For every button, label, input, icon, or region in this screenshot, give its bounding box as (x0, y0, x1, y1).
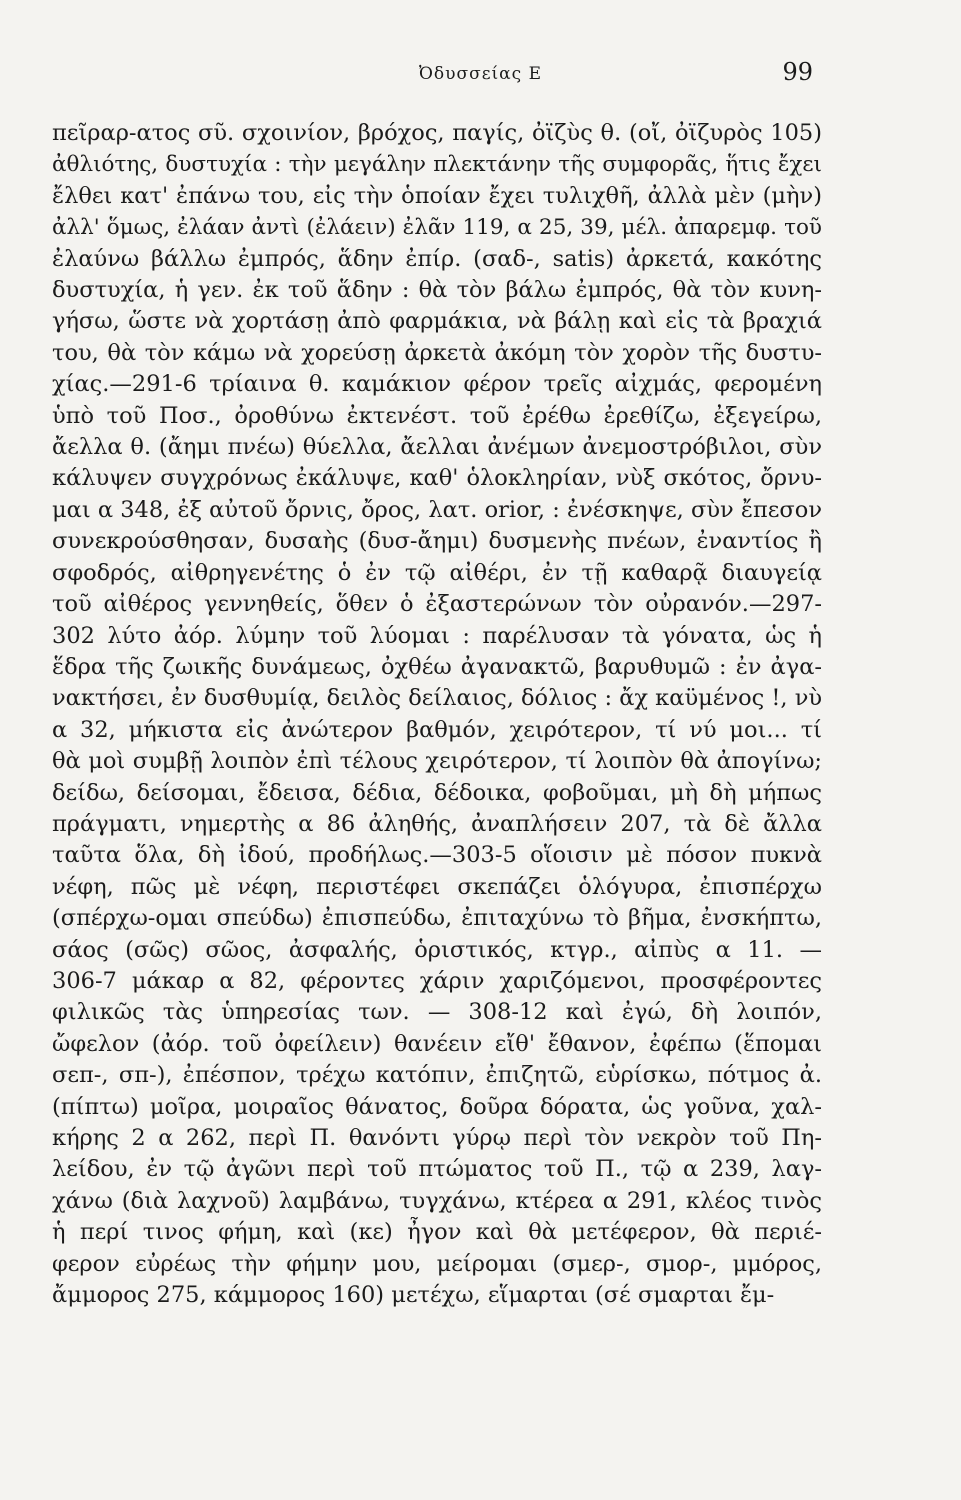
text-line: δείδω, δείσομαι, ἔδεισα, δέδια, δέδοικα, φοβοῦμαι, μὴ δὴ μήπως (52, 779, 822, 806)
text-line: λείδου, ἐν τῷ ἀγῶνι περὶ τοῦ πτώματος τοῦ Π., τῷ α 239, λαγ- (52, 1156, 822, 1183)
text-line: γήσω, ὥστε νὰ χορτάσῃ ἀπὸ φαρμάκια, νὰ βάλῃ καὶ εἰς τὰ βραχιά (52, 308, 822, 335)
text-line: χάνω (διὰ λαχνοῦ) λαμβάνω, τυγχάνω, κτέρεα α 291, κλέος τινὸς (52, 1187, 822, 1214)
text-line: συνεκρούσθησαν, δυσαὴς (δυσ-ἄημι) δυσμενὴς πνέων, ἐναντίος ἢ (52, 528, 822, 555)
text-line: 306-7 μάκαρ α 82, φέροντες χάριν χαριζόμενοι, προσφέροντες (52, 967, 822, 994)
text-line: του, θὰ τὸν κάμω νὰ χορεύσῃ ἀρκετὰ ἀκόμη τὸν χορὸν τῆς δυστυ- (52, 339, 822, 366)
text-line: φιλικῶς τὰς ὑπηρεσίας των. — 308-12 καὶ ἐγώ, δὴ λοιπόν, (52, 999, 822, 1026)
commentary-text (52, 118, 822, 1311)
text-line: πεῖραρ-ατος σῦ. σχοινίον, βρόχος, παγίς, ὀϊζὺς θ. (οἴ, ὀϊζυρὸς 105) (52, 120, 822, 146)
text-line: ἀθλιότης, δυστυχία : τὴν μεγάλην πλεκτάνην τῆς συμφορᾶς, ἥτις ἔχει (52, 152, 822, 178)
text-line: σφοδρός, αἰθρηγενέτης ὁ ἐν τῷ αἰθέρι, ἐν τῇ καθαρᾷ διαυγείᾳ (52, 559, 822, 586)
text-line: νακτήσει, ἐν δυσθυμίᾳ, δειλὸς δείλαιος, δόλιος : ἄχ καϋμένος !, νὺ (52, 685, 822, 712)
text-line: σάος (σῶς) σῶος, ἀσφαλής, ὁριστικός, κτγρ., αἰπὺς α 11. — (52, 936, 822, 963)
text-line: ὤφελον (ἀόρ. τοῦ ὀφείλειν) θανέειν εἴθ' ἔθανον, ἐφέπω (ἕπομαι (52, 1030, 822, 1057)
text-line: κάλυψεν συγχρόνως ἐκάλυψε, καθ' ὁλοκληρίαν, νὺξ σκότος, ὄρνυ- (52, 465, 822, 492)
text-line: ἡ περί τινος φήμη, καὶ (κε) ἦγον καὶ θὰ μετέφερον, θὰ περιέ- (52, 1219, 822, 1246)
text-line: ἕδρα τῆς ζωικῆς δυνάμεως, ὀχθέω ἀγανακτῶ, βαρυθυμῶ : ἐν ἀγα- (52, 653, 822, 680)
text-line: τοῦ αἰθέρος γεννηθείς, ὅθεν ὁ ἐξαστερώνων τὸν οὐρανόν.—297- (52, 591, 822, 618)
text-line: 302 λύτο ἀόρ. λύμην τοῦ λύομαι : παρέλυσαν τὰ γόνατα, ὡς ἡ (52, 622, 822, 649)
text-line: ταῦτα ὅλα, δὴ ἰδού, προδήλως.—303-5 οἵοισιν μὲ πόσον πυκνὰ (52, 842, 822, 869)
text-line: σεπ-, σπ-), ἐπέσπον, τρέχω κατόπιν, ἐπιζητῶ, εὑρίσκω, πότμος ἀ. (52, 1062, 822, 1089)
text-line: φερον εὐρέως τὴν φήμην μου, μείρομαι (σμερ-, σμορ-, μμόρος, (52, 1250, 822, 1277)
page-number: 99 (782, 58, 813, 86)
text-line: ἀλλ' ὅμως, ἐλάαν ἀντὶ (ἐλάειν) ἐλᾶν 119, α 25, 39, μέλ. ἀπαρεμφ. τοῦ (52, 215, 822, 241)
text-line: θὰ μοὶ συμβῇ λοιπὸν ἐπὶ τέλους χειρότερον, τί λοιπὸν θὰ ἀπογίνω; (52, 748, 822, 775)
text-line: α 32, μήκιστα εἰς ἀνώτερον βαθμόν, χειρότερον, τί νύ μοι... τί (52, 716, 822, 743)
text-line: νέφη, πῶς μὲ νέφη, περιστέφει σκεπάζει ὁλόγυρα, ἐπισπέρχω (52, 873, 822, 900)
text-line: δυστυχία, ἡ γεν. ἐκ τοῦ ἅδην : θὰ τὸν βάλω ἐμπρός, θὰ τὸν κυνη- (52, 277, 822, 304)
text-line: πράγματι, νημερτὴς α 86 ἀληθής, ἀναπλήσειν 207, τὰ δὲ ἄλλα (52, 810, 822, 837)
text-line: ἔλθει κατ' ἐπάνω του, εἰς τὴν ὁποίαν ἔχει τυλιχθῆ, ἀλλὰ μὲν (μὴν) (52, 182, 822, 209)
text-line: κήρης 2 α 262, περὶ Π. θανόντι γύρῳ περὶ τὸν νεκρὸν τοῦ Πη- (52, 1125, 822, 1151)
text-line: ὑπὸ τοῦ Ποσ., ὀροθύνω ἐκτενέστ. τοῦ ἐρέθω ἐρεθίζω, ἐξεγείρω, (52, 402, 822, 429)
text-line: (σπέρχω-ομαι σπεύδω) ἐπισπεύδω, ἐπιταχύνω τὸ βῆμα, ἐνσκήπτω, (52, 905, 822, 932)
text-line: ἐλαύνω βάλλω ἐμπρός, ἅδην ἐπίρ. (σαδ-, satis) ἀρκετά, κακότης (52, 245, 822, 272)
text-line: χίας.—291-6 τρίαινα θ. καμάκιον φέρον τρεῖς αἰχμάς, φερομένη (52, 371, 822, 398)
text-line: (πίπτω) μοῖρα, μοιραῖος θάνατος, δοῦρα δόρατα, ὡς γοῦνα, χαλ- (52, 1093, 822, 1120)
text-line: ἄελλα θ. (ἄημι πνέω) θύελλα, ἄελλαι ἀνέμων ἀνεμοστρόβιλοι, σὺν (52, 434, 822, 461)
text-line: μαι α 348, ἐξ αὐτοῦ ὄρνις, ὄρος, λατ. orior, : ἐνέσκηψε, σὺν ἔπεσον (52, 496, 822, 523)
running-title: Ὀδυσσείας Ε (418, 64, 542, 84)
text-line: ἄμμορος 275, κάμμορος 160) μετέχω, εἵμαρται (σέ σμαρται ἔμ- (52, 1282, 775, 1309)
